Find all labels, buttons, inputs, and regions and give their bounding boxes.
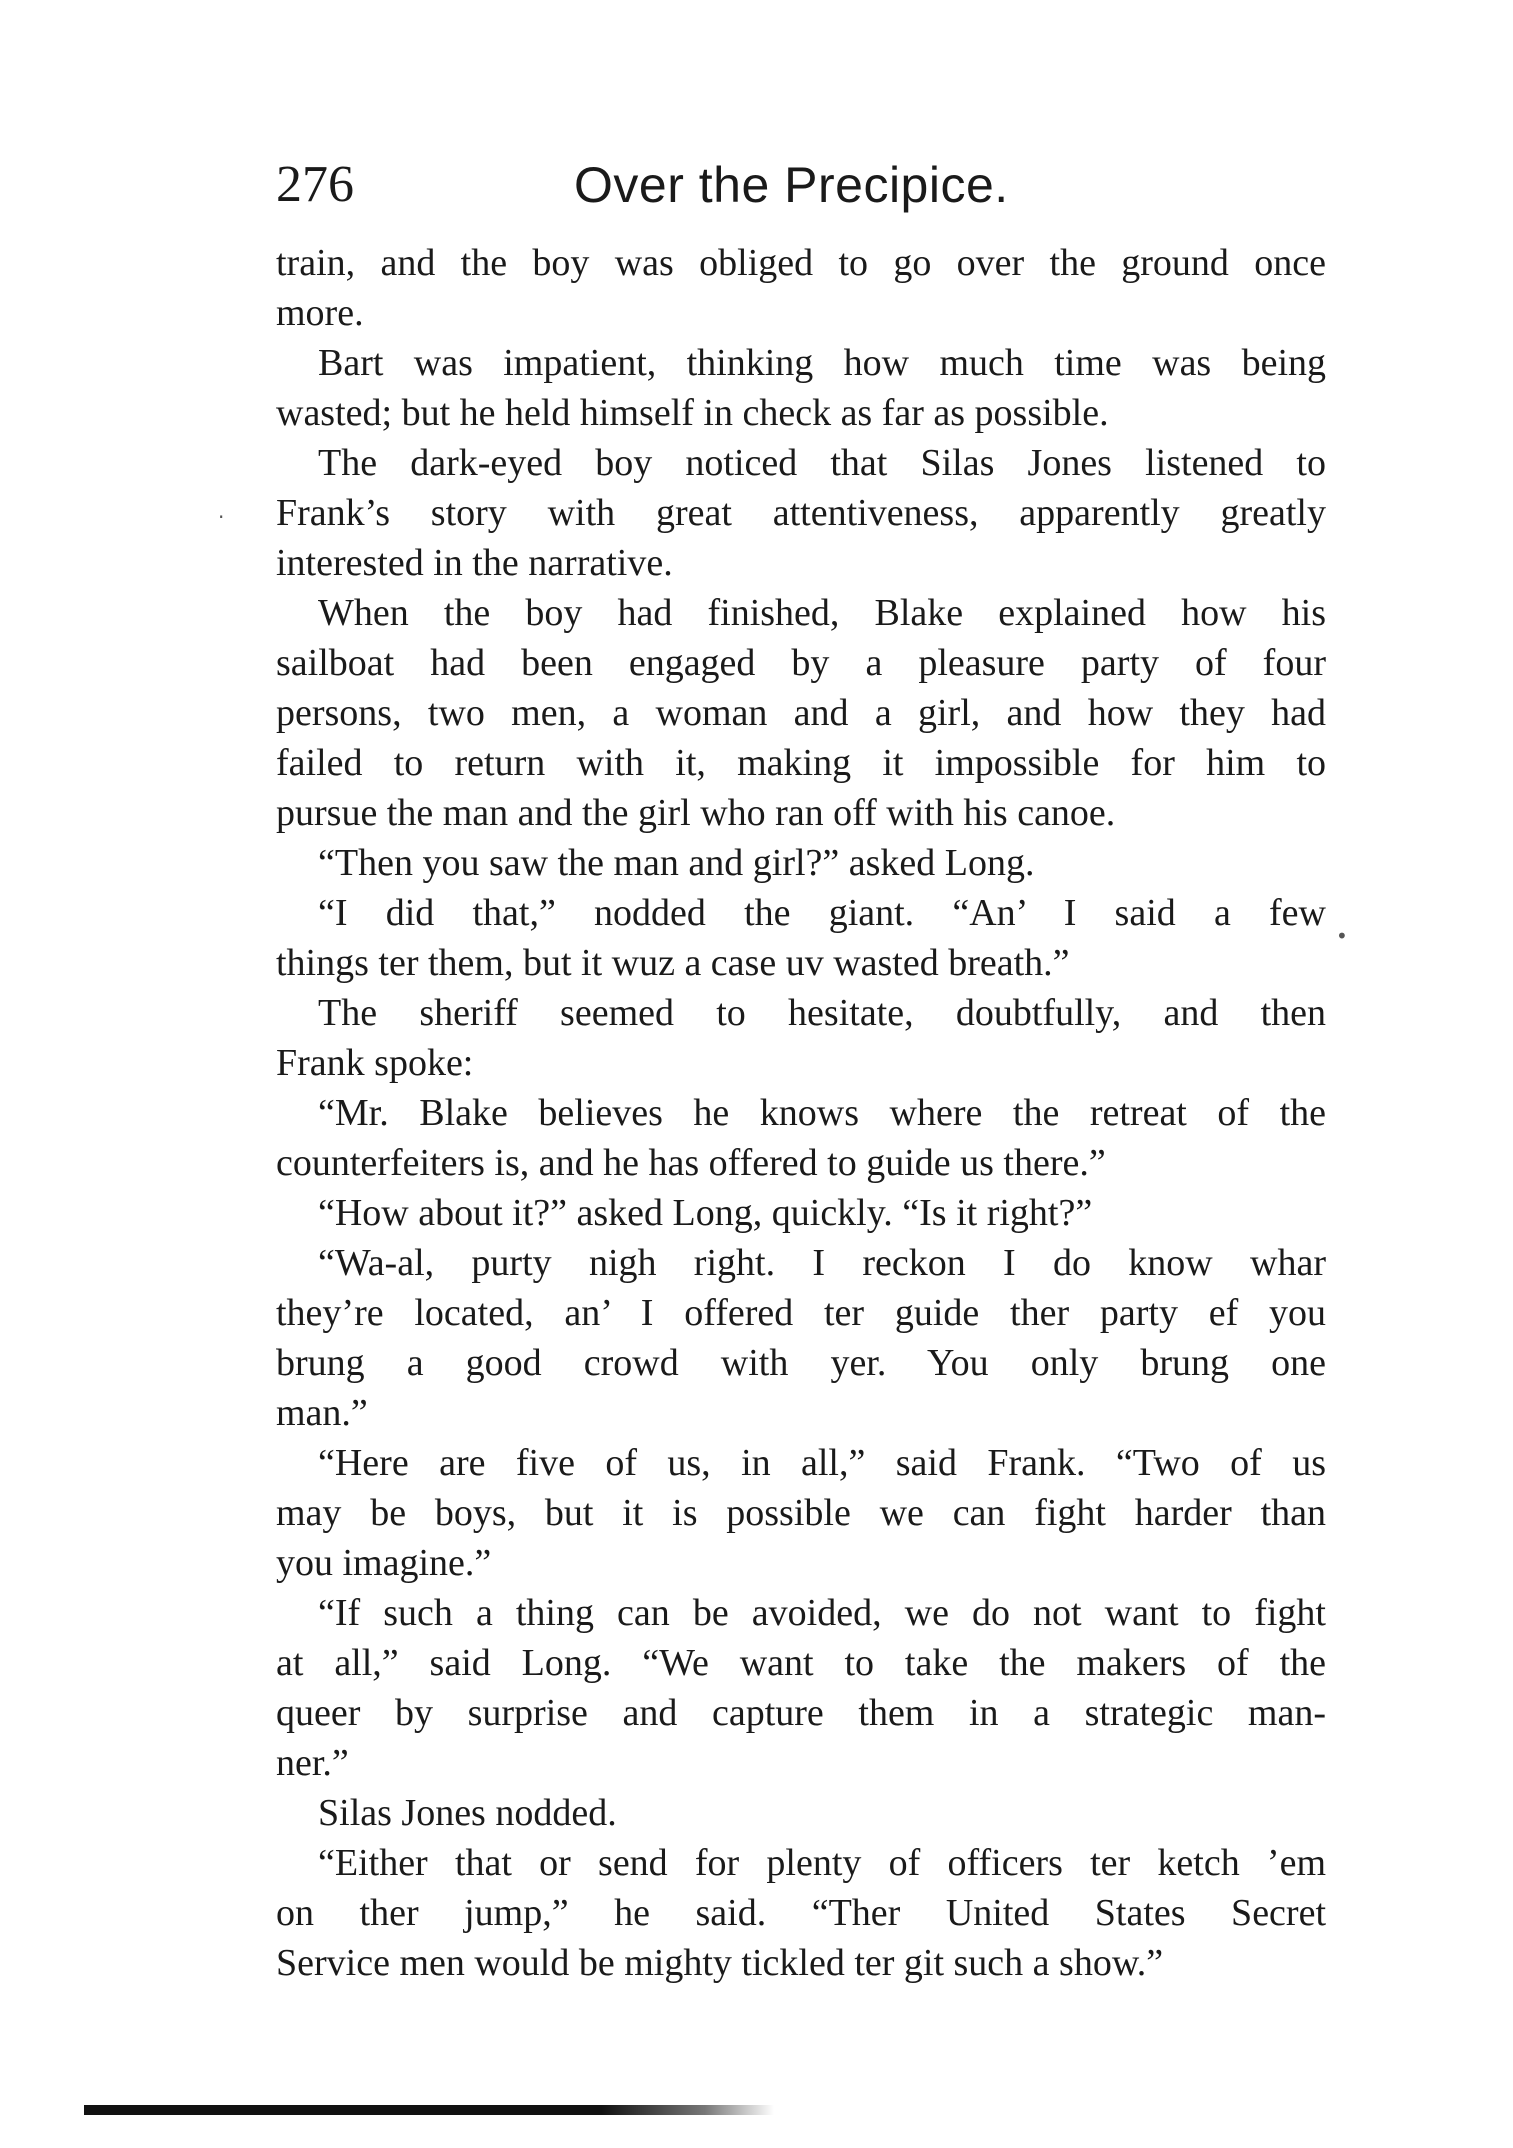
text-line: Frank spoke: — [276, 1042, 474, 1084]
running-title: Over the Precipice. — [574, 157, 1009, 213]
text-line: Bart was impatient, thinking how much time was being — [318, 342, 1326, 384]
text-line: ner.” — [276, 1742, 349, 1784]
text-line: more. — [276, 292, 364, 334]
text-line: “Then you saw the man and girl?” asked Long. — [318, 842, 1035, 884]
text-line: brung a good crowd with yer. You only brung one — [276, 1342, 1326, 1384]
margin-speck-icon: · — [218, 505, 225, 529]
text-line: Frank’s story with great attentiveness, apparently greatly — [276, 492, 1326, 534]
text-line: on ther jump,” he said. “Ther United States Secret — [276, 1892, 1326, 1934]
text-line: wasted; but he held himself in check as far as possible. — [276, 392, 1109, 434]
text-line: “Here are five of us, in all,” said Frank. “Two of us — [318, 1442, 1326, 1484]
text-line: persons, two men, a woman and a girl, and how they had — [276, 692, 1326, 734]
margin-speck-icon: • — [1336, 924, 1348, 948]
text-line: train, and the boy was obliged to go over the ground once — [276, 242, 1326, 284]
text-line: interested in the narrative. — [276, 542, 673, 584]
text-line: may be boys, but it is possible we can fight harder than — [276, 1492, 1326, 1534]
text-line: things ter them, but it wuz a case uv wasted breath.” — [276, 942, 1070, 984]
text-line: they’re located, an’ I offered ter guide ther party ef you — [276, 1292, 1326, 1334]
page-number: 276 — [276, 156, 354, 213]
text-line: failed to return with it, making it impossible for him to — [276, 742, 1326, 784]
text-line: Silas Jones nodded. — [318, 1792, 617, 1834]
text-line: The sheriff seemed to hesitate, doubtfully, and then — [318, 992, 1326, 1034]
text-line: “If such a thing can be avoided, we do not want to fight — [318, 1592, 1326, 1634]
text-line: Service men would be mighty tickled ter git such a show.” — [276, 1942, 1164, 1984]
text-line: When the boy had finished, Blake explained how his — [318, 592, 1326, 634]
text-line: counterfeiters is, and he has offered to guide us there.” — [276, 1142, 1106, 1184]
text-line: “How about it?” asked Long, quickly. “Is it right?” — [318, 1192, 1093, 1234]
text-line: pursue the man and the girl who ran off with his canoe. — [276, 792, 1116, 834]
body-text — [276, 238, 1326, 1988]
text-line: sailboat had been engaged by a pleasure party of four — [276, 642, 1326, 684]
text-line: at all,” said Long. “We want to take the makers of the — [276, 1642, 1326, 1684]
text-line: The dark-eyed boy noticed that Silas Jones listened to — [318, 442, 1326, 484]
text-line: “Either that or send for plenty of officers ter ketch ’em — [318, 1842, 1326, 1884]
text-line: queer by surprise and capture them in a strategic man- — [276, 1692, 1326, 1734]
text-line: man.” — [276, 1392, 368, 1434]
text-line: you imagine.” — [276, 1542, 492, 1584]
text-line: “Wa-al, purty nigh right. I reckon I do know whar — [318, 1242, 1326, 1284]
running-head — [276, 150, 1326, 220]
text-line: “I did that,” nodded the giant. “An’ I said a few — [318, 892, 1326, 934]
bottom-rule — [84, 2105, 774, 2115]
text-line: “Mr. Blake believes he knows where the retreat of the — [318, 1092, 1326, 1134]
